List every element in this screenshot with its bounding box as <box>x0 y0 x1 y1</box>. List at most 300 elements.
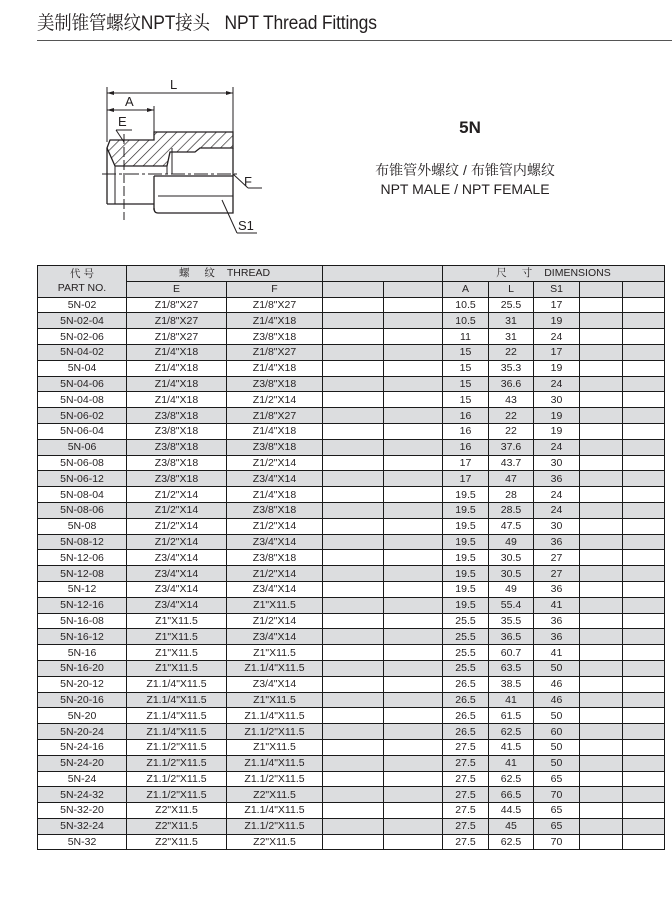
dim-l-cell: 43.7 <box>489 455 534 471</box>
table-header-row-2 <box>38 281 665 297</box>
blank-cell <box>623 344 665 360</box>
blank-cell <box>580 597 623 613</box>
blank-cell <box>580 676 623 692</box>
table-row <box>38 487 665 503</box>
thread-e-cell: Z3/8"X18 <box>127 455 227 471</box>
blank-cell <box>323 818 384 834</box>
dim-s1-cell: 19 <box>534 313 580 329</box>
thread-e-cell: Z3/8"X18 <box>127 408 227 424</box>
dim-l-cell: 49 <box>489 581 534 597</box>
blank-cell <box>623 423 665 439</box>
blank-cell <box>323 329 384 345</box>
description-cn: 布锥管外螺纹 / 布锥管内螺纹 <box>375 162 555 178</box>
dim-a-cell: 15 <box>443 344 489 360</box>
blank-cell <box>323 787 384 803</box>
thread-f-cell: Z3/8"X18 <box>227 502 323 518</box>
blank-cell <box>623 439 665 455</box>
part-no-cell: 5N-12-16 <box>38 597 127 613</box>
thread-e-cell: Z1/2"X14 <box>127 534 227 550</box>
thread-e-cell: Z3/8"X18 <box>127 439 227 455</box>
dim-s1-cell: 46 <box>534 692 580 708</box>
thread-e-cell: Z3/4"X14 <box>127 550 227 566</box>
blank-cell <box>580 787 623 803</box>
blank-cell <box>384 408 443 424</box>
thread-f-cell: Z1.1/2"X11.5 <box>227 771 323 787</box>
blank-cell <box>384 676 443 692</box>
table-row <box>38 834 665 850</box>
blank-cell <box>384 629 443 645</box>
thread-e-cell: Z2"X11.5 <box>127 834 227 850</box>
dim-a-cell: 27.5 <box>443 771 489 787</box>
thread-e-cell: Z1/2"X14 <box>127 502 227 518</box>
blank-cell <box>580 692 623 708</box>
table-row <box>38 660 665 676</box>
title-en: NPT Thread Fittings <box>224 13 377 34</box>
blank-cell <box>623 376 665 392</box>
part-no-cell: 5N-06-08 <box>38 455 127 471</box>
dim-l-cell: 28.5 <box>489 502 534 518</box>
table-row <box>38 376 665 392</box>
blank-cell <box>384 471 443 487</box>
thread-f-cell: Z1/4"X18 <box>227 360 323 376</box>
part-no-cell: 5N-32 <box>38 834 127 850</box>
blank-cell <box>384 550 443 566</box>
table-row <box>38 297 665 313</box>
dim-s1-cell: 19 <box>534 423 580 439</box>
part-no-cell: 5N-20-16 <box>38 692 127 708</box>
dim-s1-cell: 19 <box>534 360 580 376</box>
blank-cell <box>623 629 665 645</box>
table-row <box>38 803 665 819</box>
part-no-cell: 5N-16-12 <box>38 629 127 645</box>
table-row <box>38 645 665 661</box>
table-row <box>38 629 665 645</box>
part-no-cell: 5N-02-06 <box>38 329 127 345</box>
thread-f-cell: Z1"X11.5 <box>227 692 323 708</box>
thread-f-cell: Z3/8"X18 <box>227 376 323 392</box>
blank-cell <box>323 471 384 487</box>
dim-a-cell: 17 <box>443 471 489 487</box>
blank-cell <box>384 724 443 740</box>
col-header-s1: S1 <box>534 281 580 297</box>
dim-l-cell: 45 <box>489 818 534 834</box>
dim-l-cell: 41 <box>489 692 534 708</box>
thread-e-cell: Z1.1/4"X11.5 <box>127 708 227 724</box>
blank-cell <box>323 724 384 740</box>
blank-cell <box>623 834 665 850</box>
dim-s1-cell: 36 <box>534 581 580 597</box>
col-header-blank-4 <box>623 281 665 297</box>
dim-s1-cell: 17 <box>534 297 580 313</box>
part-no-cell: 5N-02-04 <box>38 313 127 329</box>
thread-e-cell: Z3/8"X18 <box>127 423 227 439</box>
dim-a-cell: 19.5 <box>443 502 489 518</box>
blank-cell <box>323 376 384 392</box>
dim-l-cell: 30.5 <box>489 550 534 566</box>
thread-e-cell: Z1"X11.5 <box>127 660 227 676</box>
blank-cell <box>623 487 665 503</box>
blank-cell <box>323 550 384 566</box>
thread-e-cell: Z1.1/2"X11.5 <box>127 755 227 771</box>
header-thread: 螺 纹 THREAD <box>127 266 323 282</box>
dim-l-cell: 60.7 <box>489 645 534 661</box>
thread-f-cell: Z1.1/4"X11.5 <box>227 660 323 676</box>
blank-cell <box>323 534 384 550</box>
part-no-cell: 5N-32-24 <box>38 818 127 834</box>
dim-s1-cell: 46 <box>534 676 580 692</box>
dim-l-cell: 36.6 <box>489 376 534 392</box>
table-row <box>38 313 665 329</box>
fitting-drawing <box>90 70 290 240</box>
thread-e-cell: Z2"X11.5 <box>127 803 227 819</box>
blank-cell <box>580 439 623 455</box>
blank-cell <box>580 360 623 376</box>
dim-a-cell: 25.5 <box>443 613 489 629</box>
dim-s1-cell: 50 <box>534 755 580 771</box>
blank-cell <box>323 834 384 850</box>
blank-cell <box>580 455 623 471</box>
blank-cell <box>323 708 384 724</box>
blank-cell <box>580 708 623 724</box>
dim-l-cell: 35.5 <box>489 613 534 629</box>
description-en: NPT MALE / NPT FEMALE <box>380 181 550 197</box>
part-no-cell: 5N-08 <box>38 518 127 534</box>
blank-cell <box>580 502 623 518</box>
col-header-f: F <box>227 281 323 297</box>
blank-cell <box>323 360 384 376</box>
thread-f-cell: Z1/2"X14 <box>227 392 323 408</box>
part-no-cell: 5N-24-20 <box>38 755 127 771</box>
dim-l-cell: 47 <box>489 471 534 487</box>
thread-f-cell: Z1/2"X14 <box>227 613 323 629</box>
part-no-cell: 5N-16-20 <box>38 660 127 676</box>
part-no-cell: 5N-20-24 <box>38 724 127 740</box>
table-row <box>38 566 665 582</box>
dim-s1-cell: 70 <box>534 834 580 850</box>
thread-f-cell: Z2"X11.5 <box>227 834 323 850</box>
table-row <box>38 344 665 360</box>
part-no-cell: 5N-04-06 <box>38 376 127 392</box>
table-row <box>38 329 665 345</box>
blank-cell <box>384 771 443 787</box>
dim-l-cell: 38.5 <box>489 676 534 692</box>
dim-a-cell: 26.5 <box>443 676 489 692</box>
dim-a-cell: 17 <box>443 455 489 471</box>
dim-s1-cell: 70 <box>534 787 580 803</box>
blank-cell <box>580 581 623 597</box>
dim-l-cell: 49 <box>489 534 534 550</box>
table-row <box>38 755 665 771</box>
dim-l-cell: 63.5 <box>489 660 534 676</box>
blank-cell <box>323 581 384 597</box>
blank-cell <box>323 692 384 708</box>
blank-cell <box>323 313 384 329</box>
blank-cell <box>623 676 665 692</box>
dim-a-cell: 10.5 <box>443 313 489 329</box>
label-L: L <box>170 77 178 92</box>
dim-s1-cell: 30 <box>534 518 580 534</box>
dim-s1-cell: 27 <box>534 566 580 582</box>
blank-cell <box>623 455 665 471</box>
thread-f-cell: Z3/4"X14 <box>227 581 323 597</box>
header-dimensions: 尺 寸 DIMENSIONS <box>443 266 665 282</box>
thread-f-cell: Z1"X11.5 <box>227 645 323 661</box>
table-row <box>38 787 665 803</box>
thread-f-cell: Z1/4"X18 <box>227 487 323 503</box>
thread-f-cell: Z2"X11.5 <box>227 787 323 803</box>
thread-e-cell: Z2"X11.5 <box>127 818 227 834</box>
dim-a-cell: 25.5 <box>443 660 489 676</box>
thread-e-cell: Z1/4"X18 <box>127 392 227 408</box>
blank-cell <box>323 771 384 787</box>
blank-cell <box>623 471 665 487</box>
blank-cell <box>580 376 623 392</box>
thread-f-cell: Z1/2"X14 <box>227 518 323 534</box>
part-no-cell: 5N-04-08 <box>38 392 127 408</box>
dim-s1-cell: 36 <box>534 534 580 550</box>
dim-l-cell: 41 <box>489 755 534 771</box>
thread-e-cell: Z1/8"X27 <box>127 297 227 313</box>
blank-cell <box>580 566 623 582</box>
blank-cell <box>323 408 384 424</box>
dim-a-cell: 26.5 <box>443 708 489 724</box>
table-row <box>38 739 665 755</box>
blank-cell <box>623 787 665 803</box>
col-header-blank-2 <box>384 281 443 297</box>
blank-cell <box>384 692 443 708</box>
blank-cell <box>323 502 384 518</box>
blank-cell <box>580 755 623 771</box>
blank-cell <box>623 755 665 771</box>
table-row <box>38 597 665 613</box>
label-F: F <box>244 174 252 189</box>
dim-s1-cell: 41 <box>534 645 580 661</box>
blank-cell <box>384 581 443 597</box>
dim-a-cell: 10.5 <box>443 297 489 313</box>
thread-f-cell: Z1.1/2"X11.5 <box>227 818 323 834</box>
col-header-l: L <box>489 281 534 297</box>
dim-a-cell: 27.5 <box>443 803 489 819</box>
dim-a-cell: 27.5 <box>443 755 489 771</box>
dim-a-cell: 27.5 <box>443 787 489 803</box>
thread-e-cell: Z3/4"X14 <box>127 581 227 597</box>
dim-a-cell: 11 <box>443 329 489 345</box>
dim-a-cell: 19.5 <box>443 597 489 613</box>
dim-a-cell: 16 <box>443 408 489 424</box>
thread-f-cell: Z3/4"X14 <box>227 676 323 692</box>
dim-a-cell: 26.5 <box>443 692 489 708</box>
blank-cell <box>580 818 623 834</box>
thread-f-cell: Z1/8"X27 <box>227 408 323 424</box>
thread-f-cell: Z1"X11.5 <box>227 739 323 755</box>
blank-cell <box>580 423 623 439</box>
table-row <box>38 455 665 471</box>
blank-cell <box>384 613 443 629</box>
blank-cell <box>384 487 443 503</box>
thread-e-cell: Z1.1/2"X11.5 <box>127 787 227 803</box>
dim-a-cell: 19.5 <box>443 550 489 566</box>
thread-e-cell: Z1.1/2"X11.5 <box>127 771 227 787</box>
blank-cell <box>384 645 443 661</box>
part-no-cell: 5N-20 <box>38 708 127 724</box>
dim-s1-cell: 24 <box>534 487 580 503</box>
blank-cell <box>384 439 443 455</box>
part-no-cell: 5N-06-04 <box>38 423 127 439</box>
blank-cell <box>323 392 384 408</box>
dim-a-cell: 25.5 <box>443 629 489 645</box>
blank-cell <box>323 755 384 771</box>
blank-cell <box>323 439 384 455</box>
label-E: E <box>118 114 127 129</box>
part-no-cell: 5N-02 <box>38 297 127 313</box>
thread-e-cell: Z1"X11.5 <box>127 629 227 645</box>
header-blank <box>323 266 443 282</box>
blank-cell <box>323 676 384 692</box>
dim-s1-cell: 60 <box>534 724 580 740</box>
dim-s1-cell: 19 <box>534 408 580 424</box>
dim-s1-cell: 36 <box>534 471 580 487</box>
dim-l-cell: 22 <box>489 423 534 439</box>
dim-s1-cell: 24 <box>534 329 580 345</box>
blank-cell <box>623 724 665 740</box>
blank-cell <box>580 771 623 787</box>
thread-f-cell: Z1.1/4"X11.5 <box>227 708 323 724</box>
dim-s1-cell: 30 <box>534 455 580 471</box>
dim-l-cell: 55.4 <box>489 597 534 613</box>
dim-a-cell: 15 <box>443 392 489 408</box>
blank-cell <box>323 645 384 661</box>
dim-l-cell: 30.5 <box>489 566 534 582</box>
part-no-cell: 5N-16 <box>38 645 127 661</box>
blank-cell <box>623 803 665 819</box>
table-row <box>38 408 665 424</box>
thread-f-cell: Z1"X11.5 <box>227 597 323 613</box>
blank-cell <box>323 629 384 645</box>
blank-cell <box>623 360 665 376</box>
thread-e-cell: Z1.1/4"X11.5 <box>127 692 227 708</box>
table-row <box>38 818 665 834</box>
blank-cell <box>323 597 384 613</box>
dim-a-cell: 19.5 <box>443 534 489 550</box>
part-no-cell: 5N-16-08 <box>38 613 127 629</box>
blank-cell <box>623 739 665 755</box>
part-no-cell: 5N-24 <box>38 771 127 787</box>
dim-a-cell: 19.5 <box>443 518 489 534</box>
blank-cell <box>623 692 665 708</box>
blank-cell <box>623 550 665 566</box>
part-no-cell: 5N-12-06 <box>38 550 127 566</box>
thread-f-cell: Z3/4"X14 <box>227 534 323 550</box>
blank-cell <box>323 297 384 313</box>
part-no-cell: 5N-04-02 <box>38 344 127 360</box>
blank-cell <box>623 613 665 629</box>
blank-cell <box>580 329 623 345</box>
blank-cell <box>580 803 623 819</box>
blank-cell <box>580 739 623 755</box>
part-no-cell: 5N-24-32 <box>38 787 127 803</box>
thread-f-cell: Z1.1/4"X11.5 <box>227 755 323 771</box>
blank-cell <box>623 518 665 534</box>
dim-l-cell: 62.5 <box>489 771 534 787</box>
table-row <box>38 613 665 629</box>
blank-cell <box>623 581 665 597</box>
model-code: 5N <box>459 118 481 137</box>
thread-f-cell: Z3/4"X14 <box>227 629 323 645</box>
table-row <box>38 676 665 692</box>
blank-cell <box>623 597 665 613</box>
label-S1: S1 <box>238 218 254 233</box>
table-row <box>38 534 665 550</box>
header-part-no: 代 号 PART NO. <box>38 266 127 298</box>
blank-cell <box>580 645 623 661</box>
dim-l-cell: 36.5 <box>489 629 534 645</box>
blank-cell <box>384 660 443 676</box>
dim-a-cell: 19.5 <box>443 487 489 503</box>
dim-s1-cell: 65 <box>534 771 580 787</box>
blank-cell <box>384 313 443 329</box>
table-row <box>38 502 665 518</box>
dim-s1-cell: 65 <box>534 803 580 819</box>
table-row <box>38 692 665 708</box>
dim-l-cell: 47.5 <box>489 518 534 534</box>
blank-cell <box>384 755 443 771</box>
thread-f-cell: Z1/4"X18 <box>227 313 323 329</box>
col-header-a: A <box>443 281 489 297</box>
dim-l-cell: 37.6 <box>489 439 534 455</box>
dim-a-cell: 19.5 <box>443 581 489 597</box>
dim-l-cell: 22 <box>489 344 534 360</box>
table-row <box>38 581 665 597</box>
blank-cell <box>323 739 384 755</box>
thread-e-cell: Z3/4"X14 <box>127 566 227 582</box>
dim-l-cell: 31 <box>489 329 534 345</box>
thread-f-cell: Z1.1/4"X11.5 <box>227 803 323 819</box>
dim-s1-cell: 50 <box>534 708 580 724</box>
part-no-cell: 5N-24-16 <box>38 739 127 755</box>
blank-cell <box>323 455 384 471</box>
dim-a-cell: 16 <box>443 423 489 439</box>
thread-e-cell: Z1"X11.5 <box>127 645 227 661</box>
blank-cell <box>623 566 665 582</box>
blank-cell <box>323 566 384 582</box>
dim-s1-cell: 41 <box>534 597 580 613</box>
blank-cell <box>580 518 623 534</box>
page-title <box>37 8 377 35</box>
thread-e-cell: Z1.1/4"X11.5 <box>127 724 227 740</box>
dim-a-cell: 15 <box>443 376 489 392</box>
blank-cell <box>580 408 623 424</box>
thread-e-cell: Z1/8"X27 <box>127 313 227 329</box>
blank-cell <box>384 787 443 803</box>
thread-f-cell: Z1/8"X27 <box>227 344 323 360</box>
dim-s1-cell: 17 <box>534 344 580 360</box>
thread-e-cell: Z1/2"X14 <box>127 518 227 534</box>
blank-cell <box>580 471 623 487</box>
part-no-cell: 5N-06-02 <box>38 408 127 424</box>
thread-e-cell: Z3/8"X18 <box>127 471 227 487</box>
dim-a-cell: 25.5 <box>443 645 489 661</box>
blank-cell <box>384 534 443 550</box>
blank-cell <box>623 502 665 518</box>
part-no-cell: 5N-08-12 <box>38 534 127 550</box>
blank-cell <box>384 834 443 850</box>
blank-cell <box>384 392 443 408</box>
dim-s1-cell: 24 <box>534 439 580 455</box>
blank-cell <box>384 423 443 439</box>
thread-f-cell: Z1/2"X14 <box>227 455 323 471</box>
part-no-cell: 5N-12-08 <box>38 566 127 582</box>
col-header-e: E <box>127 281 227 297</box>
